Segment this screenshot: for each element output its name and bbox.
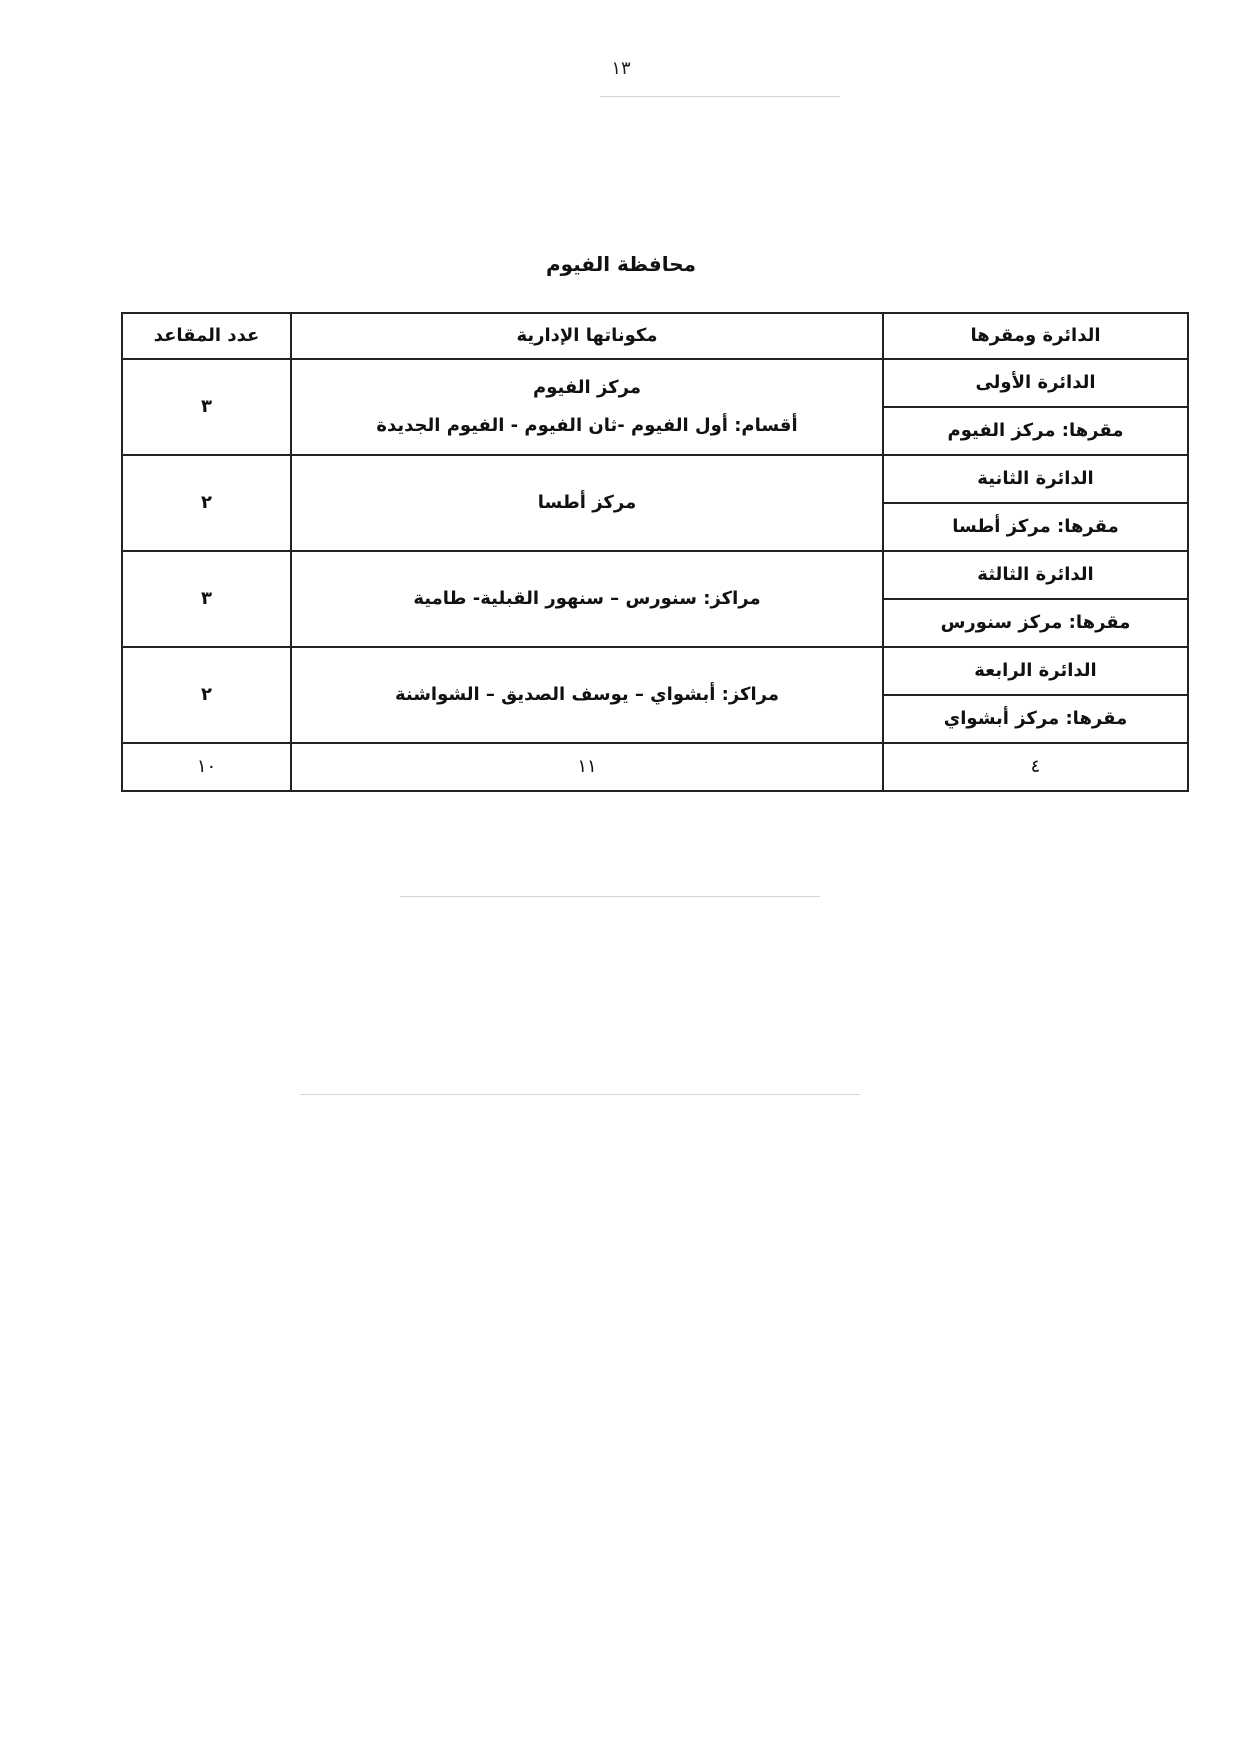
district-seats: ٢ <box>122 647 291 743</box>
districts-table <box>121 312 1189 792</box>
total-districts: ٤ <box>883 743 1188 791</box>
table-row <box>122 455 1188 503</box>
district-components <box>291 551 883 647</box>
district-hq: مقرها: مركز الفيوم <box>883 407 1188 455</box>
district-seats: ٣ <box>122 551 291 647</box>
district-seats: ٣ <box>122 359 291 455</box>
header-components: مكوناتها الإدارية <box>291 313 883 359</box>
component-line: مركز أطسا <box>537 492 637 513</box>
district-name: الدائرة الثانية <box>883 455 1188 503</box>
page-number: ١٣ <box>611 58 631 79</box>
total-seats: ١٠ <box>122 743 291 791</box>
page-title: محافظة الفيوم <box>545 252 697 276</box>
scan-artifact <box>300 1094 860 1095</box>
totals-row <box>122 743 1188 791</box>
district-name: الدائرة الرابعة <box>883 647 1188 695</box>
district-components <box>291 647 883 743</box>
total-components: ١١ <box>291 743 883 791</box>
district-name: الدائرة الثالثة <box>883 551 1188 599</box>
header-district: الدائرة ومقرها <box>883 313 1188 359</box>
component-line: أقسام: أول الفيوم -ثان الفيوم - الفيوم الجديدة <box>376 415 798 436</box>
table-row <box>122 551 1188 599</box>
component-line: مراكز: أبشواي – يوسف الصديق – الشواشنة <box>394 684 780 705</box>
district-hq: مقرها: مركز أطسا <box>883 503 1188 551</box>
table-header-row <box>122 313 1188 359</box>
header-seats: عدد المقاعد <box>122 313 291 359</box>
component-line: مركز الفيوم <box>533 377 641 398</box>
district-components <box>291 359 883 455</box>
district-seats: ٢ <box>122 455 291 551</box>
scan-artifact <box>400 896 820 897</box>
component-line: مراكز: سنورس – سنهور القبلية- طامية <box>413 588 761 609</box>
district-hq: مقرها: مركز أبشواي <box>883 695 1188 743</box>
district-name: الدائرة الأولى <box>883 359 1188 407</box>
district-hq: مقرها: مركز سنورس <box>883 599 1188 647</box>
table-row <box>122 359 1188 407</box>
table-row <box>122 647 1188 695</box>
scan-artifact <box>600 96 840 97</box>
district-components <box>291 455 883 551</box>
